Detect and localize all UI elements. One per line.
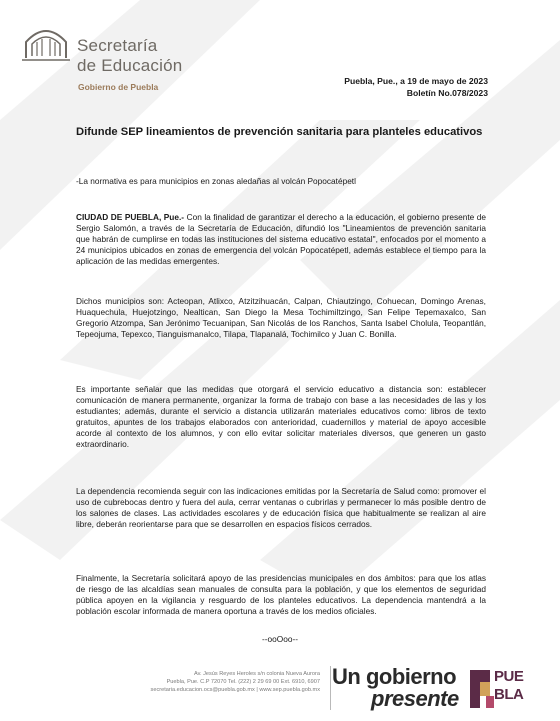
puebla-emblem-icon	[466, 666, 496, 712]
paragraph-1-text: Con la finalidad de garantizar el derecho a la educación, el gobierno presente de Sergio Salomón, a través de la Secretaría de Educación, difundió los "Lineamientos de prevención sanitaria que habrán de cumplirse en todas las instituciones del sistema educativo estatal", enfocados por el momento a 24 municipios ubicados en zonas de emergencia del volcán Popocatépetl, además establece el tiempo para la aplicación de las medidas emergentes.	[76, 212, 487, 266]
puebla-logo	[466, 664, 552, 714]
org-name-line2: de Educación	[77, 56, 183, 75]
paragraph-5: Finalmente, la Secretaría solicitará apoyo de las presidencias municipales en dos ámbitos: para que los atlas de riesgo de las alcaldías sean manuales de consulta para la población, y que los elementos de seguridad pública apoyen en la vigilancia y resguardo de los planteles educativos. La dependencia mantendrá a la población escolar informada de manera oportuna a través de los medios oficiales.	[76, 573, 486, 616]
address-line-1: Av. Jesús Reyes Heroles s/n colonia Nueva Aurora	[193, 671, 320, 677]
paragraph-3: Es importante señalar que las medidas que otorgará el servicio educativo a distancia son: establecer comunicación de manera permanente, organizar la forma de trabajo con base a las necesidades de las y los estudiantes; además, durante el servicio a distancia utilizarán materiales educativos como: libros de texto gratuitos, apuntes de los trabajos elaborados con anterioridad, cuadernillos y material de apoyo accesible acorde al contexto de los alumnos, y con ello evitar solicitar materiales diversos, que generen un gasto extraordinario.	[76, 384, 486, 449]
temple-emblem-icon	[20, 22, 72, 66]
address-line-2: Puebla, Pue. C.P 72070 Tel. (222) 2 29 69 00 Ext. 6910, 6907	[166, 679, 320, 686]
slogan-line-2: presente	[371, 686, 459, 711]
bulletin-number: Boletín No.078/2023	[406, 88, 488, 98]
secretaria-educacion-logo	[20, 22, 220, 102]
puebla-logo-text-bottom: BLA	[494, 686, 524, 703]
dateline: CIUDAD DE PUEBLA, Pue.-	[76, 212, 185, 222]
document-title: Difunde SEP lineamientos de prevención sanitaria para planteles educativos	[76, 126, 483, 138]
org-government-label: Gobierno de Puebla	[78, 82, 159, 92]
org-name-line1: Secretaría	[77, 36, 158, 55]
slogan-line-1: Un gobierno	[332, 664, 457, 689]
puebla-logo-text-top: PUE	[494, 668, 524, 685]
document-date: Puebla, Pue., a 19 de mayo de 2023	[344, 76, 488, 86]
address-line-3: secretaria.educacion.ocs@puebla.gob.mx | www.sep.puebla.gob.mx	[150, 687, 320, 694]
paragraph-1	[76, 212, 486, 267]
footer-divider	[330, 666, 331, 710]
footer-address	[120, 670, 320, 695]
closing-mark: --ooOoo--	[262, 634, 298, 644]
paragraph-2: Dichos municipios son: Acteopan, Atlixco, Atzitzihuacán, Calpan, Chiautzingo, Cohuecan, Domingo Arenas, Huaquechula, Huejotzingo, Nealtican, San Diego la Mesa Tochimiltzingo, San Felipe Tepemaxalco, San Gregorio Atzompa, San Jerónimo Tecuanipan, San Nicolás de los Ranchos, Santa Isabel Cholula, Teopantlán, Tepeojuma, Tepexco, Tianguismanalco, Tilapa, Tlapanalá, Tochimilco y Juan C. Bonilla.	[76, 296, 486, 339]
lead-subtitle: -La normativa es para municipios en zonas aledañas al volcán Popocatépetl	[76, 176, 356, 186]
paragraph-4: La dependencia recomienda seguir con las indicaciones emitidas por la Secretaría de Salud como: promover el uso de cubrebocas dentro y fuera del aula, cerrar ventanas o cubrirlas y permanecer lo más posible dentro de los salones de clases. Las actividades escolares y de educación física que habitualmente se realizan al aire libre, deberán reorientarse para que se desarrollen en espacios físicos cerrados.	[76, 486, 486, 529]
